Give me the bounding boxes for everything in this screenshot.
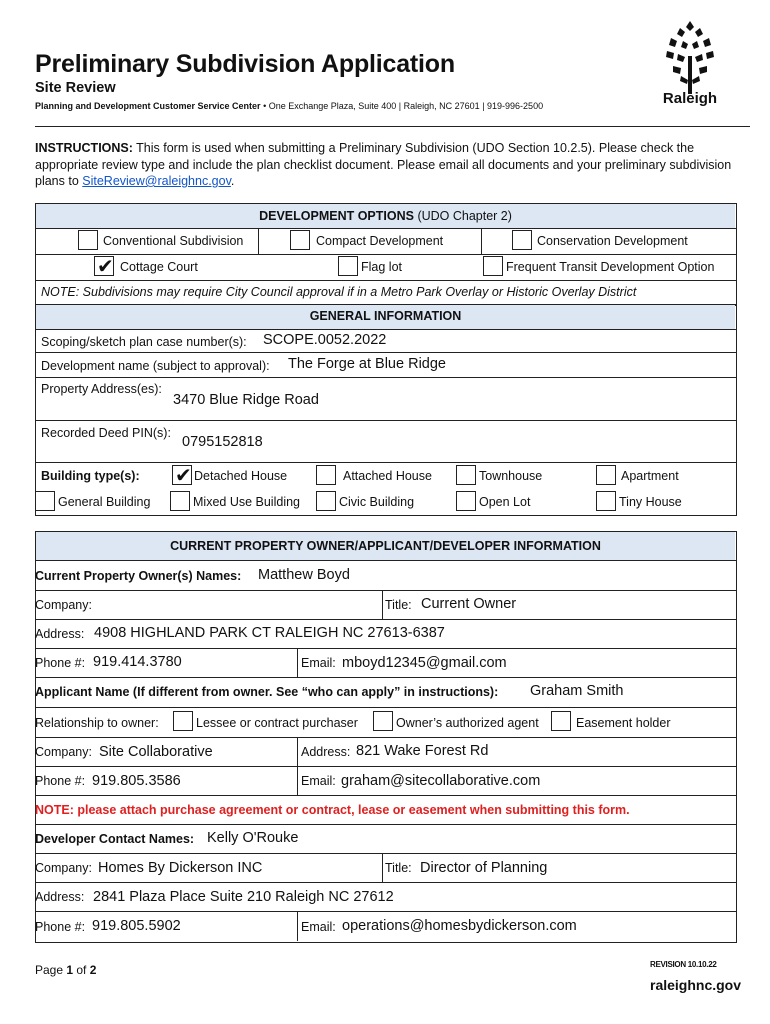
flag-lot-label: Flag lot <box>361 260 402 274</box>
scoping-case-label: Scoping/sketch plan case number(s): <box>41 335 247 349</box>
frequent-transit-checkbox[interactable] <box>483 256 503 276</box>
property-address-label: Property Address(es): <box>41 382 162 396</box>
cottage-court-label: Cottage Court <box>120 260 198 274</box>
frequent-transit-label: Frequent Transit Development Option <box>506 260 715 274</box>
applicant-phone-field[interactable]: 919.805.3586 <box>92 773 181 789</box>
development-name-field[interactable]: The Forge at Blue Ridge <box>288 356 446 372</box>
development-name-label: Development name (subject to approval): <box>41 359 270 373</box>
general-building-label: General Building <box>58 495 151 509</box>
apartment-label: Apartment <box>621 469 679 483</box>
authorized-agent-checkbox[interactable] <box>373 711 393 731</box>
page-title: Preliminary Subdivision Application <box>35 50 455 78</box>
applicant-email-field[interactable]: graham@sitecollaborative.com <box>341 773 541 789</box>
developer-title-label: Title: <box>385 861 412 875</box>
applicant-phone-label: Phone #: <box>35 774 86 788</box>
townhouse-checkbox[interactable] <box>456 465 476 485</box>
mixed-use-building-label: Mixed Use Building <box>193 495 300 509</box>
tiny-house-label: Tiny House <box>619 495 682 509</box>
deed-pin-field[interactable]: 0795152818 <box>182 434 263 450</box>
flag-lot-checkbox[interactable] <box>338 256 358 276</box>
applicant-company-label: Company: <box>35 745 92 759</box>
mixed-use-building-checkbox[interactable] <box>170 491 190 511</box>
owner-email-label: Email: <box>301 656 336 670</box>
revision-label: REVISION 10.10.22 <box>650 960 717 969</box>
owner-address-label: Address: <box>35 627 85 641</box>
developer-email-field[interactable]: operations@homesbydickerson.com <box>342 918 577 934</box>
civic-building-checkbox[interactable] <box>316 491 336 511</box>
developer-phone-label: Phone #: <box>35 920 86 934</box>
easement-holder-checkbox[interactable] <box>551 711 571 731</box>
owner-phone-field[interactable]: 919.414.3780 <box>93 654 182 670</box>
development-options-heading: DEVELOPMENT OPTIONS (UDO Chapter 2) <box>259 209 512 223</box>
developer-company-label: Company: <box>35 861 92 875</box>
conventional-subdivision-label: Conventional Subdivision <box>103 234 244 248</box>
owner-names-field[interactable]: Matthew Boyd <box>258 567 350 583</box>
developer-names-label: Developer Contact Names: <box>35 832 195 846</box>
building-types-label: Building type(s): <box>41 469 140 483</box>
conventional-subdivision-checkbox[interactable] <box>78 230 98 250</box>
instructions: INSTRUCTIONS: This form is used when submitting a Preliminary Subdivision (UDO Section 10.2.5). Please check the appropriate review type and include the plan checklist document. Please email all documents and your preliminary subdivision plans to SiteReview@raleighnc.gov. <box>35 141 732 188</box>
authorized-agent-label: Owner’s authorized agent <box>396 716 539 730</box>
owner-title-label: Title: <box>385 598 412 612</box>
deed-pin-label: Recorded Deed PIN(s): <box>41 426 171 440</box>
apartment-checkbox[interactable] <box>596 465 616 485</box>
detached-house-label: Detached House <box>194 469 288 483</box>
header-divider <box>35 126 750 127</box>
open-lot-label: Open Lot <box>479 495 531 509</box>
owner-title-field[interactable]: Current Owner <box>421 596 517 612</box>
applicant-attachment-note: NOTE: please attach purchase agreement or contract, lease or easement when submitting this form. <box>35 803 630 817</box>
org-address-line: Planning and Development Customer Service Center • One Exchange Plaza, Suite 400 | Raleigh, NC 27601 | 919-996-2500 <box>35 101 544 111</box>
attached-house-checkbox[interactable] <box>316 465 336 485</box>
developer-email-label: Email: <box>301 920 336 934</box>
relationship-label: Relationship to owner: <box>35 716 159 730</box>
general-building-checkbox[interactable] <box>35 491 55 511</box>
lessee-label: Lessee or contract purchaser <box>196 716 358 730</box>
developer-company-field[interactable]: Homes By Dickerson INC <box>98 860 263 876</box>
applicant-company-field[interactable]: Site Collaborative <box>99 744 213 760</box>
applicant-name-label: Applicant Name (If different from owner. See “who can apply” in instructions): <box>35 685 499 699</box>
owner-address-field[interactable]: 4908 HIGHLAND PARK CT RALEIGH NC 27613-6387 <box>94 625 445 641</box>
site-url: raleighnc.gov <box>650 977 742 993</box>
compact-development-label: Compact Development <box>316 234 444 248</box>
development-note: NOTE: Subdivisions may require City Council approval if in a Metro Park Overlay or Historic Overlay District <box>41 285 637 299</box>
applicant-address-field[interactable]: 821 Wake Forest Rd <box>356 743 489 759</box>
property-address-field[interactable]: 3470 Blue Ridge Road <box>173 392 319 408</box>
easement-holder-label: Easement holder <box>576 716 671 730</box>
developer-title-field[interactable]: Director of Planning <box>420 860 548 876</box>
townhouse-label: Townhouse <box>479 469 543 483</box>
conservation-development-checkbox[interactable] <box>512 230 532 250</box>
tiny-house-checkbox[interactable] <box>596 491 616 511</box>
general-information-heading: GENERAL INFORMATION <box>309 309 462 323</box>
check-mark-icon: ✔ <box>175 465 192 487</box>
scoping-case-field[interactable]: SCOPE.0052.2022 <box>263 332 387 348</box>
site-review-email-link[interactable]: SiteReview@raleighnc.gov <box>82 174 231 188</box>
compact-development-checkbox[interactable] <box>290 230 310 250</box>
attached-house-label: Attached House <box>343 469 432 483</box>
developer-names-field[interactable]: Kelly O'Rouke <box>207 830 299 846</box>
logo-wordmark: Raleigh <box>662 90 718 107</box>
owner-section-heading: CURRENT PROPERTY OWNER/APPLICANT/DEVELOPER INFORMATION <box>170 539 601 553</box>
open-lot-checkbox[interactable] <box>456 491 476 511</box>
owner-names-label: Current Property Owner(s) Names: <box>35 569 242 583</box>
developer-address-field[interactable]: 2841 Plaza Place Suite 210 Raleigh NC 27612 <box>93 889 394 905</box>
conservation-development-label: Conservation Development <box>537 234 688 248</box>
owner-company-label: Company: <box>35 598 92 612</box>
page-number: Page 1 of 2 <box>35 963 97 977</box>
lessee-checkbox[interactable] <box>173 711 193 731</box>
developer-address-label: Address: <box>35 890 85 904</box>
check-mark-icon: ✔ <box>97 256 114 278</box>
applicant-name-field[interactable]: Graham Smith <box>530 683 624 699</box>
applicant-address-label: Address: <box>301 745 351 759</box>
owner-email-field[interactable]: mboyd12345@gmail.com <box>342 655 507 671</box>
civic-building-label: Civic Building <box>339 495 415 509</box>
applicant-email-label: Email: <box>301 774 336 788</box>
page-subtitle: Site Review <box>35 80 116 96</box>
developer-phone-field[interactable]: 919.805.5902 <box>92 918 181 934</box>
owner-phone-label: Phone #: <box>35 656 86 670</box>
